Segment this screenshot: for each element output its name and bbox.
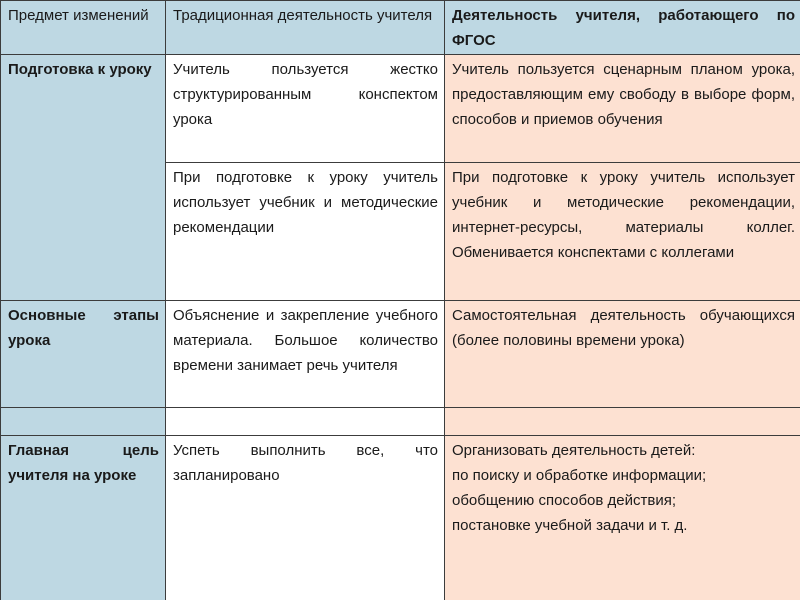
fgos-cell: При подготовке к уроку учитель использует учебник и методические рекомендации, интернет-ресурсы, материалы коллег. Обменивается конспектами с коллегами (445, 163, 800, 301)
fgos-cell: Самостоятельная деятельность обучающихся (более половины времени урока) (445, 301, 800, 408)
spacer-traditional (166, 408, 445, 436)
fgos-goal-lines (452, 438, 795, 538)
traditional-cell: Успеть выполнить все, что запланировано (166, 436, 445, 600)
fgos-goal-line: по поиску и обработке информации; (452, 467, 707, 484)
fgos-cell (445, 436, 800, 600)
spacer-subject (1, 408, 166, 436)
traditional-cell: Учитель пользуется жестко структурированным конспектом урока (166, 55, 445, 163)
table-row (1, 436, 800, 600)
fgos-goal-line: Организовать деятельность детей: (452, 442, 696, 459)
row-subject: Главная цель учителя на уроке (1, 436, 166, 600)
header-fgos: Деятельность учителя, работающего по ФГОС (445, 1, 800, 55)
row-subject: Подготовка к уроку (1, 55, 166, 301)
header-subject: Предмет изменений (1, 1, 166, 55)
row-subject: Основные этапы урока (1, 301, 166, 408)
traditional-cell: Объяснение и закрепление учебного материала. Большое количество времени занимает речь учителя (166, 301, 445, 408)
spacer-row (1, 408, 800, 436)
table-row (1, 55, 800, 163)
fgos-goal-line: постановке учебной задачи и т. д. (452, 517, 688, 534)
table-row (1, 301, 800, 408)
header-traditional: Традиционная деятельность учителя (166, 1, 445, 55)
traditional-cell: При подготовке к уроку учитель использует учебник и методические рекомендации (166, 163, 445, 301)
spacer-fgos (445, 408, 800, 436)
table-header-row (1, 1, 800, 55)
fgos-goal-line: обобщению способов действия; (452, 492, 676, 509)
fgos-cell: Учитель пользуется сценарным планом урока, предоставляющим ему свободу в выборе форм, способов и приемов обучения (445, 55, 800, 163)
